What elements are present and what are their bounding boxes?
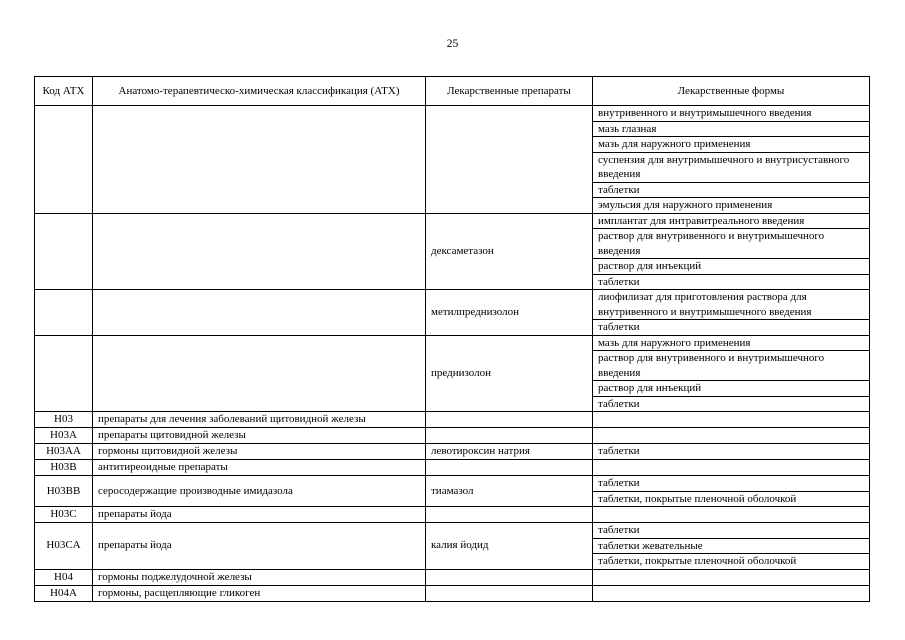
- classification-cell: антитиреоидные препараты: [93, 460, 426, 476]
- drug-cell: [426, 507, 593, 523]
- forms-cell: [593, 460, 870, 476]
- dosage-form-line: таблетки: [598, 321, 640, 333]
- dosage-form-line: мазь для наружного применения: [593, 137, 869, 153]
- forms-cell: [593, 335, 870, 412]
- classification-cell: препараты для лечения заболеваний щитовидной железы: [93, 412, 426, 428]
- table-row: [35, 290, 870, 336]
- atx-code-cell: [35, 290, 93, 336]
- dosage-form-line: раствор для инъекций: [593, 381, 869, 397]
- atx-code-cell: H03AA: [35, 444, 93, 460]
- drug-cell: преднизолон: [426, 335, 593, 412]
- atx-code-cell: H03: [35, 412, 93, 428]
- table-body: [35, 106, 870, 602]
- forms-cell: [593, 290, 870, 336]
- table-row: [35, 335, 870, 412]
- page-number: 25: [446, 38, 459, 50]
- drug-cell: [426, 412, 593, 428]
- classification-cell: [93, 290, 426, 336]
- dosage-form-line: таблетки: [593, 476, 869, 492]
- dosage-form-line: таблетки: [598, 445, 640, 457]
- dosage-form-line: имплантат для интравитреального введения: [593, 214, 869, 230]
- classification-cell: препараты йода: [93, 523, 426, 570]
- table-row: [35, 585, 870, 601]
- dosage-form-line: раствор для внутривенного и внутримышечного введения: [593, 351, 869, 381]
- forms-cell: [593, 428, 870, 444]
- classification-cell: [93, 335, 426, 412]
- dosage-form-line: таблетки, покрытые пленочной оболочкой: [598, 555, 797, 567]
- forms-cell: [593, 213, 870, 290]
- form-line-empty: [593, 586, 869, 601]
- form-line-empty: [593, 507, 869, 522]
- dosage-form-line: таблетки: [598, 397, 640, 410]
- dosage-form-line: внутривенного и внутримышечного введения: [593, 106, 869, 122]
- dosage-form-line: эмульсия для наружного применения: [598, 199, 773, 211]
- dosage-form-line: суспензия для внутримышечного и внутрисуставного введения: [593, 153, 869, 183]
- table-row: [35, 213, 870, 290]
- dosage-form-line: мазь глазная: [593, 122, 869, 138]
- forms-cell: [593, 523, 870, 570]
- drug-cell: [426, 106, 593, 214]
- table-row: [35, 444, 870, 460]
- table-row: [35, 412, 870, 428]
- classification-cell: препараты щитовидной железы: [93, 428, 426, 444]
- drug-cell: дексаметазон: [426, 213, 593, 290]
- form-line-empty: [593, 460, 869, 475]
- dosage-form-line: раствор для внутривенного и внутримышечного введения: [593, 229, 869, 259]
- table-row: [35, 460, 870, 476]
- table-row: [35, 106, 870, 214]
- atx-code-cell: H04A: [35, 585, 93, 601]
- header-forms: Лекарственные формы: [593, 77, 870, 106]
- drug-cell: метилпреднизолон: [426, 290, 593, 336]
- atx-code-cell: H03CA: [35, 523, 93, 570]
- atx-code-cell: H03B: [35, 460, 93, 476]
- drug-cell: тиамазол: [426, 476, 593, 507]
- table-row: [35, 569, 870, 585]
- drug-cell: [426, 460, 593, 476]
- forms-cell: [593, 585, 870, 601]
- dosage-form-line: раствор для инъекций: [593, 259, 869, 275]
- header-drugs: Лекарственные препараты: [426, 77, 593, 106]
- classification-cell: препараты йода: [93, 507, 426, 523]
- classification-cell: гормоны щитовидной железы: [93, 444, 426, 460]
- atx-code-cell: H04: [35, 569, 93, 585]
- forms-cell: [593, 476, 870, 507]
- header-classification: Анатомо-терапевтическо-химическая классификация (АТХ): [93, 77, 426, 106]
- dosage-form-line: таблетки: [593, 523, 869, 539]
- forms-cell: [593, 412, 870, 428]
- classification-cell: [93, 213, 426, 290]
- forms-cell: [593, 569, 870, 585]
- drug-cell: [426, 585, 593, 601]
- drug-cell: [426, 569, 593, 585]
- form-line-empty: [593, 570, 869, 585]
- drug-cell: левотироксин натрия: [426, 444, 593, 460]
- atx-code-cell: [35, 213, 93, 290]
- forms-cell: [593, 507, 870, 523]
- dosage-form-line: таблетки: [598, 275, 640, 288]
- header-code: Код АТХ: [35, 77, 93, 106]
- table-row: [35, 476, 870, 507]
- classification-cell: гормоны поджелудочной железы: [93, 569, 426, 585]
- table-row: [35, 428, 870, 444]
- dosage-form-line: таблетки: [593, 183, 869, 199]
- form-line-empty: [593, 412, 869, 427]
- dosage-form-line: таблетки жевательные: [593, 539, 869, 555]
- atx-drug-table: [34, 76, 870, 602]
- forms-cell: [593, 106, 870, 214]
- drug-cell: калия йодид: [426, 523, 593, 570]
- atx-code-cell: [35, 106, 93, 214]
- table-row: [35, 523, 870, 570]
- classification-cell: [93, 106, 426, 214]
- dosage-form-line: мазь для наружного применения: [593, 336, 869, 352]
- forms-cell: [593, 444, 870, 460]
- dosage-form-line: лиофилизат для приготовления раствора для внутривенного и внутримышечного введения: [593, 290, 869, 320]
- form-line-empty: [593, 428, 869, 443]
- classification-cell: гормоны, расщепляющие гликоген: [93, 585, 426, 601]
- table-row: [35, 507, 870, 523]
- atx-code-cell: H03BB: [35, 476, 93, 507]
- atx-code-cell: H03C: [35, 507, 93, 523]
- dosage-form-line: таблетки, покрытые пленочной оболочкой: [598, 492, 797, 505]
- atx-code-cell: [35, 335, 93, 412]
- atx-code-cell: H03A: [35, 428, 93, 444]
- drug-cell: [426, 428, 593, 444]
- table-header-row: [35, 77, 870, 106]
- classification-cell: серосодержащие производные имидазола: [93, 476, 426, 507]
